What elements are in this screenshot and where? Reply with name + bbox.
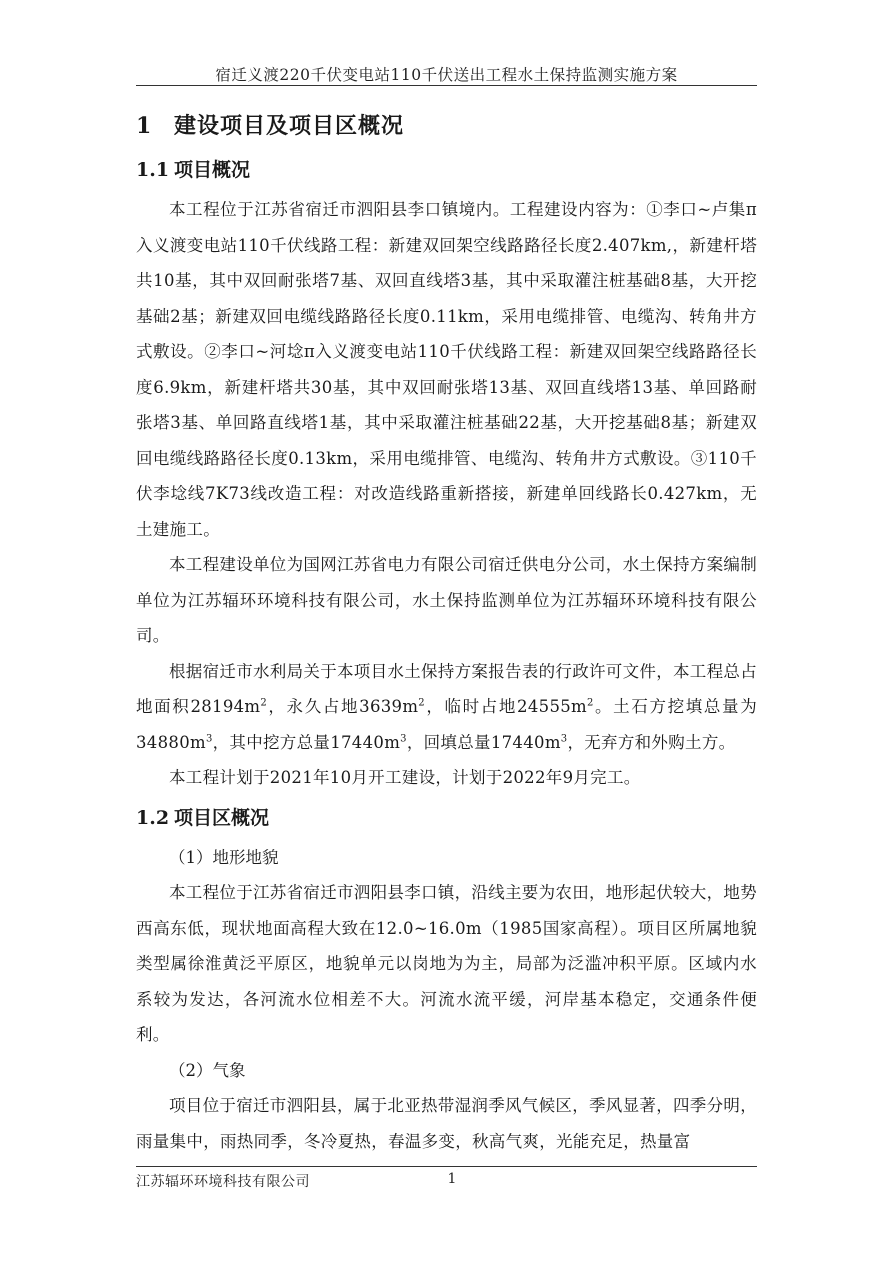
chapter-number: 1 (136, 113, 153, 139)
chapter-heading (136, 104, 757, 148)
schedule-paragraph: 本工程计划于2021年10月开工建设，计划于2022年9月完工。 (169, 768, 641, 787)
section-title: 项目区概况 (174, 806, 270, 829)
terrain-paragraph: 本工程位于江苏省宿迁市泗阳县李口镇，沿线主要为农田，地形起伏较大，地势西高东低，现状地面高程大致在12.0~16.0m（1985国家高程）。项目区所属地貌类型属徐淮黄泛平原区，地貌单元以岗地为为主，局部为泛滥冲积平原。区域内水系较为发达，各河流水位相差不大。河流水流平缓，河岸基本稳定，交通条件便利。 (136, 883, 757, 1044)
section-title: 项目概况 (174, 159, 251, 181)
climate-paragraph: 项目位于宿迁市泗阳县，属于北亚热带湿润季风气候区，季风显著，四季分明，雨量集中，雨热同季，冬冷夏热，春温多变，秋高气爽，光能充足，热量富 (136, 1096, 757, 1151)
subheading-climate: （2）气象 (169, 1060, 246, 1080)
section-heading-1-2 (136, 796, 757, 840)
page-body (136, 104, 757, 1159)
running-header: 宿迁义渡220千伏变电站110千伏送出工程水土保持监测实施方案 (215, 66, 678, 84)
header-rule (136, 85, 757, 86)
footer-company: 江苏辐环环境科技有限公司 (136, 1174, 310, 1190)
chapter-title: 建设项目及项目区概况 (174, 113, 405, 139)
subheading-terrain: （1）地形地貌 (169, 847, 279, 867)
page-number: 1 (447, 1171, 457, 1187)
section-number: 1.1 (136, 159, 170, 181)
footer-rule (136, 1166, 757, 1167)
land-area-paragraph: 根据宿迁市水利局关于本项目水土保持方案报告表的行政许可文件，本工程总占地面积$28194m^2$，永久占地$3639m^2$，临时占地$24555m^2$。土石方挖填总量为$34880m^3$，其中挖方总量$17440m^3$，回填总量$17440m^3$，无弃方和外购土方。 (136, 661, 758, 752)
project-scope-paragraph: 本工程位于江苏省宿迁市泗阳县李口镇境内。工程建设内容为：①李口~卢集π入义渡变电站110千伏线路工程：新建双回架空线路路径长度2.407km,，新建杆塔共10基，其中双回耐张塔7基、双回直线塔3基，其中采取灌注桩基础8基，大开挖基础2基；新建双回电缆线路路径长度0.11km，采用电缆排管、电缆沟、转角井方式敷设。②李口~河埝π入义渡变电站110千伏线路工程：新建双回架空线路路径长度6.9km，新建杆塔共30基，其中双回耐张塔13基、双回直线塔13基、单回路耐张塔3基、单回路直线塔1基，其中采取灌注桩基础22基，大开挖基础8基；新建双回电缆线路路径长度0.13km，采用电缆排管、电缆沟、转角井方式敷设。③110千伏李埝线7K73线改造工程：对改造线路重新搭接，新建单回线路长0.427km，无土建施工。 (136, 200, 757, 539)
section-number: 1.2 (136, 806, 170, 829)
project-units-paragraph: 本工程建设单位为国网江苏省电力有限公司宿迁供电分公司，水土保持方案编制单位为江苏辐环环境科技有限公司，水土保持监测单位为江苏辐环环境科技有限公司。 (136, 555, 757, 645)
section-heading-1-1 (136, 148, 757, 192)
